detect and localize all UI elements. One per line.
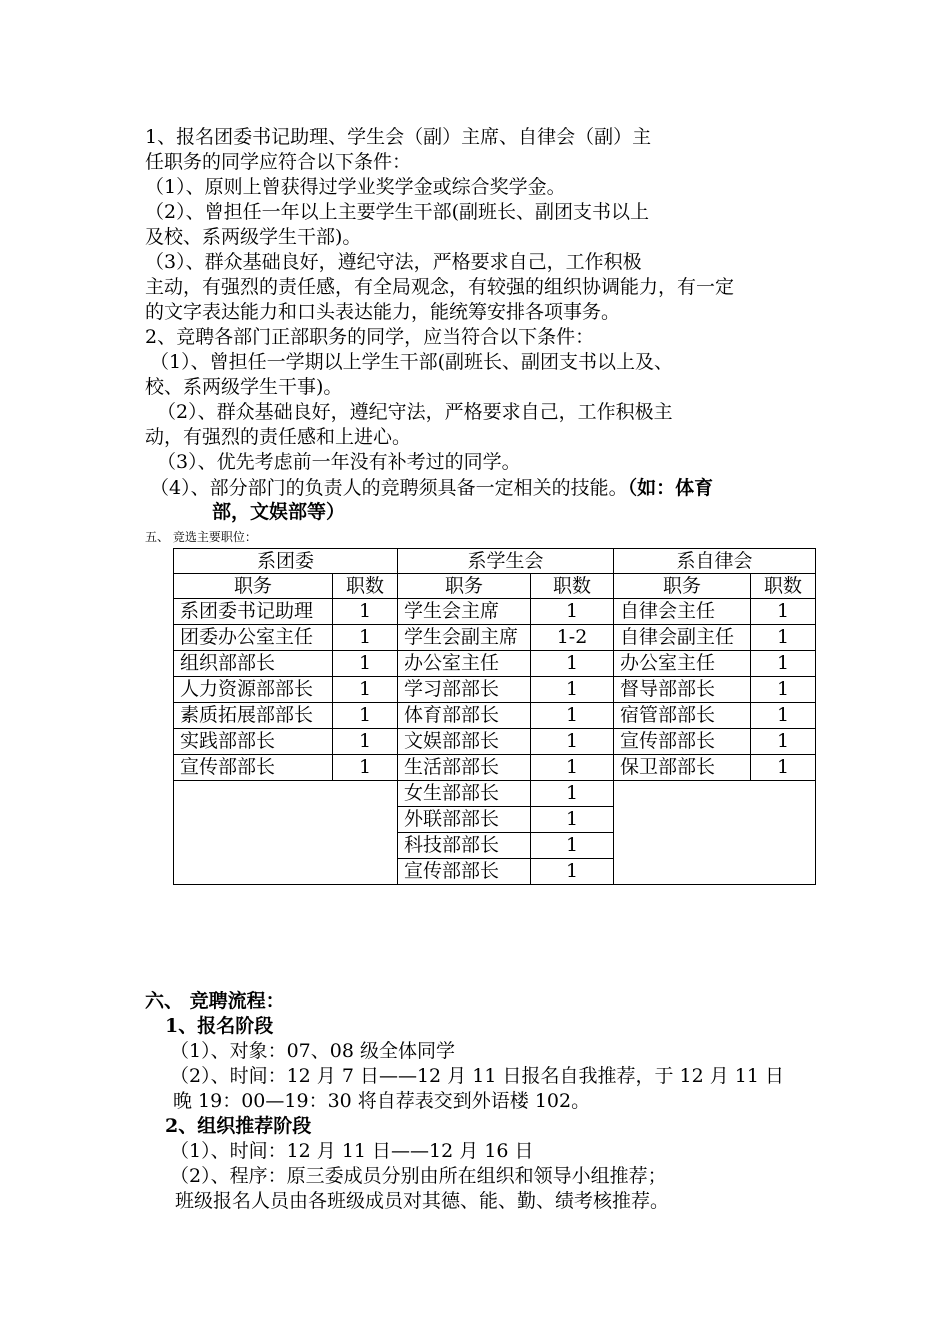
count-cell: 1 [333, 703, 398, 729]
req-line: 校、系两级学生干事)。 [145, 376, 343, 398]
post-cell: 实践部部长 [174, 729, 333, 755]
stage-line: （2）、程序：原三委成员分别由所在组织和领导小组推荐； [170, 1165, 667, 1187]
count-cell: 1 [333, 677, 398, 703]
req-line: （3）、优先考虑前一年没有补考过的同学。 [157, 451, 521, 473]
count-cell: 1 [531, 703, 614, 729]
req-line: （1）、曾担任一学期以上学生干部(副班长、副团支书以上及、 [150, 351, 674, 373]
count-cell: 1 [751, 677, 816, 703]
post-cell: 督导部部长 [614, 677, 751, 703]
stage-heading: 1、报名阶段 [165, 1015, 274, 1037]
req-note: 部，文娱部等） [212, 501, 346, 523]
column-header-count: 职数 [333, 574, 398, 599]
table-row [174, 703, 816, 729]
stage-line: 晚 19：00—19：30 将自荐表交到外语楼 102。 [173, 1090, 591, 1112]
count-cell: 1-2 [531, 625, 614, 651]
count-cell: 1 [751, 625, 816, 651]
table-group-header [174, 549, 816, 574]
count-cell: 1 [333, 651, 398, 677]
req-line: （1）、原则上曾获得过学业奖学金或综合奖学金。 [145, 176, 566, 198]
req-line: 及校、系两级学生干部)。 [145, 226, 362, 248]
req-line: 1、报名团委书记助理、学生会（副）主席、自律会（副）主 [145, 126, 652, 148]
post-cell: 办公室主任 [398, 651, 531, 677]
count-cell: 1 [531, 781, 614, 807]
column-header-post: 职务 [398, 574, 531, 599]
req-line [150, 476, 713, 501]
post-cell: 学生会副主席 [398, 625, 531, 651]
section-five-heading: 五、 竞选主要职位： [145, 530, 257, 544]
post-cell: 系团委书记助理 [174, 599, 333, 625]
column-header-count: 职数 [531, 574, 614, 599]
post-cell: 宣传部部长 [398, 859, 531, 885]
count-cell: 1 [531, 677, 614, 703]
post-cell: 自律会主任 [614, 599, 751, 625]
table-row [174, 781, 816, 807]
post-cell: 生活部部长 [398, 755, 531, 781]
empty-cell [614, 781, 816, 885]
count-cell: 1 [751, 703, 816, 729]
req-line: （2）、群众基础良好，遵纪守法，严格要求自己，工作积极主 [157, 401, 673, 423]
post-cell: 文娱部部长 [398, 729, 531, 755]
group-header: 系团委 [174, 549, 398, 574]
stage-line: 班级报名人员由各班级成员对其德、能、勤、绩考核推荐。 [175, 1190, 670, 1212]
post-cell: 办公室主任 [614, 651, 751, 677]
stage-line: （2）、时间：12 月 7 日——12 月 11 日报名自我推荐，于 12 月 11 日 [170, 1065, 784, 1087]
table-row [174, 599, 816, 625]
table-row [174, 755, 816, 781]
process-title: 六、 竞聘流程： [145, 990, 285, 1012]
post-cell: 女生部部长 [398, 781, 531, 807]
post-cell: 宣传部部长 [614, 729, 751, 755]
count-cell: 1 [751, 651, 816, 677]
table-column-header [174, 574, 816, 599]
post-cell: 宣传部部长 [174, 755, 333, 781]
post-cell: 学习部部长 [398, 677, 531, 703]
count-cell: 1 [751, 755, 816, 781]
req-text: （4）、部分部门的负责人的竞聘须具备一定相关的技能。 [150, 477, 628, 499]
req-line: 的文字表达能力和口头表达能力，能统筹安排各项事务。 [145, 301, 621, 323]
post-cell: 素质拓展部部长 [174, 703, 333, 729]
post-cell: 体育部部长 [398, 703, 531, 729]
count-cell: 1 [751, 599, 816, 625]
empty-cell [174, 781, 398, 885]
group-header: 系自律会 [614, 549, 816, 574]
stage-line: （1）、对象：07、08 级全体同学 [170, 1040, 455, 1062]
count-cell: 1 [531, 729, 614, 755]
stage-heading: 2、组织推荐阶段 [165, 1115, 312, 1137]
count-cell: 1 [531, 859, 614, 885]
post-cell: 学生会主席 [398, 599, 531, 625]
column-header-post: 职务 [614, 574, 751, 599]
count-cell: 1 [333, 755, 398, 781]
count-cell: 1 [531, 651, 614, 677]
count-cell: 1 [751, 729, 816, 755]
req-line: 2、竞聘各部门正部职务的同学，应当符合以下条件： [145, 326, 595, 348]
table-row [174, 651, 816, 677]
req-line: 主动，有强烈的责任感，有全局观念，有较强的组织协调能力，有一定 [145, 276, 735, 298]
table-row [174, 729, 816, 755]
count-cell: 1 [531, 833, 614, 859]
column-header-post: 职务 [174, 574, 333, 599]
group-header: 系学生会 [398, 549, 614, 574]
column-header-count: 职数 [751, 574, 816, 599]
count-cell: 1 [531, 599, 614, 625]
req-line: 动，有强烈的责任感和上进心。 [145, 426, 412, 448]
post-cell: 团委办公室主任 [174, 625, 333, 651]
post-cell: 外联部部长 [398, 807, 531, 833]
req-line: （3）、群众基础良好，遵纪守法，严格要求自己，工作积极 [145, 251, 642, 273]
count-cell: 1 [531, 755, 614, 781]
post-cell: 组织部部长 [174, 651, 333, 677]
positions-table [173, 548, 816, 885]
post-cell: 保卫部部长 [614, 755, 751, 781]
count-cell: 1 [333, 729, 398, 755]
count-cell: 1 [333, 625, 398, 651]
count-cell: 1 [531, 807, 614, 833]
table-row [174, 677, 816, 703]
req-note: （如：体育 [627, 477, 714, 499]
post-cell: 宿管部部长 [614, 703, 751, 729]
post-cell: 人力资源部部长 [174, 677, 333, 703]
post-cell: 自律会副主任 [614, 625, 751, 651]
stage-line: （1）、时间：12 月 11 日——12 月 16 日 [170, 1140, 534, 1162]
post-cell: 科技部部长 [398, 833, 531, 859]
req-line: （2）、曾担任一年以上主要学生干部(副班长、副团支书以上 [145, 201, 650, 223]
req-line: 任职务的同学应符合以下条件： [145, 151, 412, 173]
table-row [174, 625, 816, 651]
count-cell: 1 [333, 599, 398, 625]
